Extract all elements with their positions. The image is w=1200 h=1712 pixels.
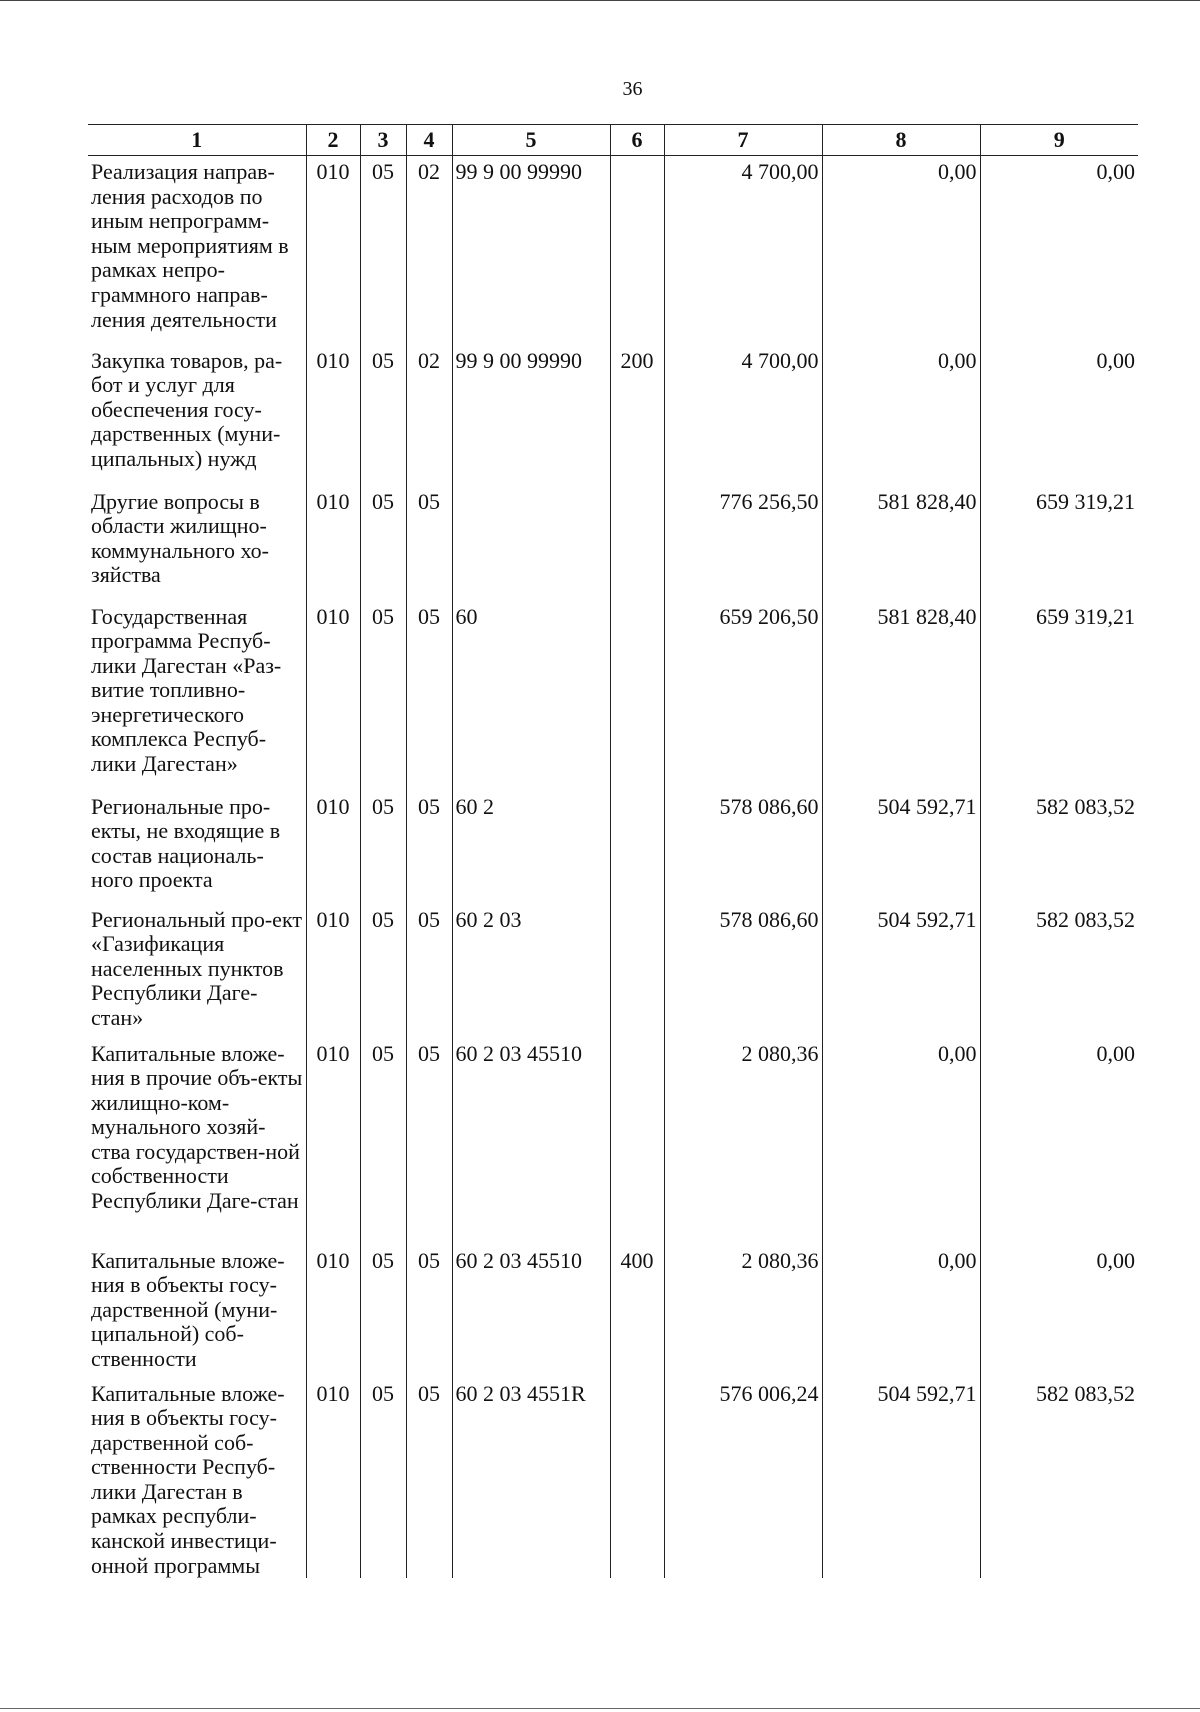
table-row <box>88 904 1138 1038</box>
row-code-cell: 02 <box>406 345 452 486</box>
row-amount-cell: 582 083,52 <box>980 791 1138 904</box>
page-number: 36 <box>622 78 643 100</box>
row-csr-cell: 60 2 03 4551R <box>452 1378 610 1579</box>
row-amount-cell: 2 080,36 <box>664 1245 822 1378</box>
row-vr-cell <box>610 904 664 1038</box>
row-vr-cell: 200 <box>610 345 664 486</box>
row-code-cell: 05 <box>360 791 406 904</box>
row-csr-cell: 60 2 03 45510 <box>452 1038 610 1245</box>
row-amount-cell: 2 080,36 <box>664 1038 822 1245</box>
row-amount-cell: 504 592,71 <box>822 1378 980 1579</box>
table-header-row <box>88 125 1138 156</box>
header-cell-6: 6 <box>610 125 664 156</box>
row-amount-cell: 0,00 <box>980 156 1138 345</box>
row-code-cell: 05 <box>406 1038 452 1245</box>
row-amount-cell: 504 592,71 <box>822 791 980 904</box>
row-amount-cell: 0,00 <box>980 1245 1138 1378</box>
row-name-cell: Региональные про-екты, не входящие в состав националь-ного проекта <box>91 793 281 893</box>
row-amount-cell: 504 592,71 <box>822 904 980 1038</box>
row-amount-cell: 0,00 <box>822 156 980 345</box>
row-amount-cell: 659 206,50 <box>664 601 822 791</box>
row-code-cell: 05 <box>360 1038 406 1245</box>
row-code-cell: 010 <box>306 1378 360 1579</box>
row-amount-cell: 659 319,21 <box>980 601 1138 791</box>
row-amount-cell: 582 083,52 <box>980 1378 1138 1579</box>
row-code-cell: 05 <box>360 345 406 486</box>
row-code-cell: 02 <box>406 156 452 345</box>
header-cell-4: 4 <box>406 125 452 156</box>
row-code-cell: 010 <box>306 904 360 1038</box>
row-amount-cell: 0,00 <box>980 345 1138 486</box>
row-name-cell: Капитальные вложе-ния в объекты госу-дарственной (муни-ципальной) соб-ственности <box>91 1247 285 1371</box>
budget-table <box>88 124 1138 1578</box>
row-vr-cell <box>610 486 664 601</box>
row-name-cell: Закупка товаров, ра-бот и услуг для обеспечения госу-дарственных (муни-ципальных) нужд <box>91 347 283 471</box>
row-name-cell: Региональный про-ект «Газификация населенных пунктов Республики Даге-стан» <box>91 906 302 1030</box>
row-vr-cell <box>610 1038 664 1245</box>
row-amount-cell: 581 828,40 <box>822 486 980 601</box>
row-amount-cell: 4 700,00 <box>664 345 822 486</box>
table-row <box>88 486 1138 601</box>
row-code-cell: 010 <box>306 486 360 601</box>
row-amount-cell: 576 006,24 <box>664 1378 822 1579</box>
row-amount-cell: 4 700,00 <box>664 156 822 345</box>
row-code-cell: 010 <box>306 156 360 345</box>
row-code-cell: 010 <box>306 1038 360 1245</box>
row-name-cell: Другие вопросы в области жилищно-коммунального хо-зяйства <box>91 488 269 588</box>
row-csr-cell <box>452 486 610 601</box>
row-amount-cell: 0,00 <box>822 345 980 486</box>
row-code-cell: 05 <box>360 486 406 601</box>
scan-top-edge <box>0 0 1200 1</box>
row-csr-cell: 99 9 00 99990 <box>452 156 610 345</box>
row-name-cell: Реализация направ-ления расходов по иным непрограмм-ным мероприятиям в рамках непро-граммного направ-ления деятельности <box>91 159 289 332</box>
table-row <box>88 601 1138 791</box>
table-row <box>88 156 1138 345</box>
table-row <box>88 345 1138 486</box>
row-code-cell: 010 <box>306 1245 360 1378</box>
row-name-cell: Государственная программа Респуб-лики Дагестан «Раз-витие топливно-энергетического комплекса Респуб-лики Дагестан» <box>91 603 282 777</box>
row-code-cell: 05 <box>406 1245 452 1378</box>
row-vr-cell <box>610 156 664 345</box>
row-code-cell: 05 <box>360 904 406 1038</box>
row-vr-cell <box>610 601 664 791</box>
header-cell-9: 9 <box>980 125 1138 156</box>
row-code-cell: 05 <box>406 791 452 904</box>
row-csr-cell: 60 2 03 45510 <box>452 1245 610 1378</box>
row-amount-cell: 578 086,60 <box>664 791 822 904</box>
table-row <box>88 1038 1138 1245</box>
table-row <box>88 1378 1138 1579</box>
row-code-cell: 05 <box>360 1378 406 1579</box>
row-code-cell: 010 <box>306 791 360 904</box>
row-code-cell: 05 <box>406 904 452 1038</box>
row-csr-cell: 60 2 <box>452 791 610 904</box>
row-vr-cell: 400 <box>610 1245 664 1378</box>
row-code-cell: 010 <box>306 601 360 791</box>
row-vr-cell <box>610 1378 664 1579</box>
table-row <box>88 1245 1138 1378</box>
row-name-cell: Капитальные вложе-ния в объекты госу-дарственной соб-ственности Респуб-лики Дагестан в рамках республи-канской инвестици-онной программы <box>91 1380 285 1578</box>
row-code-cell: 05 <box>406 1378 452 1579</box>
row-csr-cell: 60 <box>452 601 610 791</box>
table-row <box>88 791 1138 904</box>
header-cell-1: 1 <box>88 125 306 156</box>
row-name-cell: Капитальные вложе-ния в прочие объ-екты жилищно-ком-мунального хозяй-ства государствен-ной собственности Республики Даге-стан <box>91 1040 303 1214</box>
row-code-cell: 010 <box>306 345 360 486</box>
header-cell-5: 5 <box>452 125 610 156</box>
row-code-cell: 05 <box>360 601 406 791</box>
header-cell-7: 7 <box>664 125 822 156</box>
header-cell-2: 2 <box>306 125 360 156</box>
header-cell-3: 3 <box>360 125 406 156</box>
row-csr-cell: 60 2 03 <box>452 904 610 1038</box>
row-amount-cell: 581 828,40 <box>822 601 980 791</box>
row-csr-cell: 99 9 00 99990 <box>452 345 610 486</box>
row-amount-cell: 578 086,60 <box>664 904 822 1038</box>
row-vr-cell <box>610 791 664 904</box>
row-code-cell: 05 <box>360 156 406 345</box>
row-amount-cell: 0,00 <box>980 1038 1138 1245</box>
header-cell-8: 8 <box>822 125 980 156</box>
row-code-cell: 05 <box>406 601 452 791</box>
scan-bottom-edge <box>0 1708 1200 1709</box>
row-amount-cell: 776 256,50 <box>664 486 822 601</box>
row-amount-cell: 582 083,52 <box>980 904 1138 1038</box>
row-amount-cell: 659 319,21 <box>980 486 1138 601</box>
row-amount-cell: 0,00 <box>822 1038 980 1245</box>
row-code-cell: 05 <box>360 1245 406 1378</box>
row-amount-cell: 0,00 <box>822 1245 980 1378</box>
row-code-cell: 05 <box>406 486 452 601</box>
